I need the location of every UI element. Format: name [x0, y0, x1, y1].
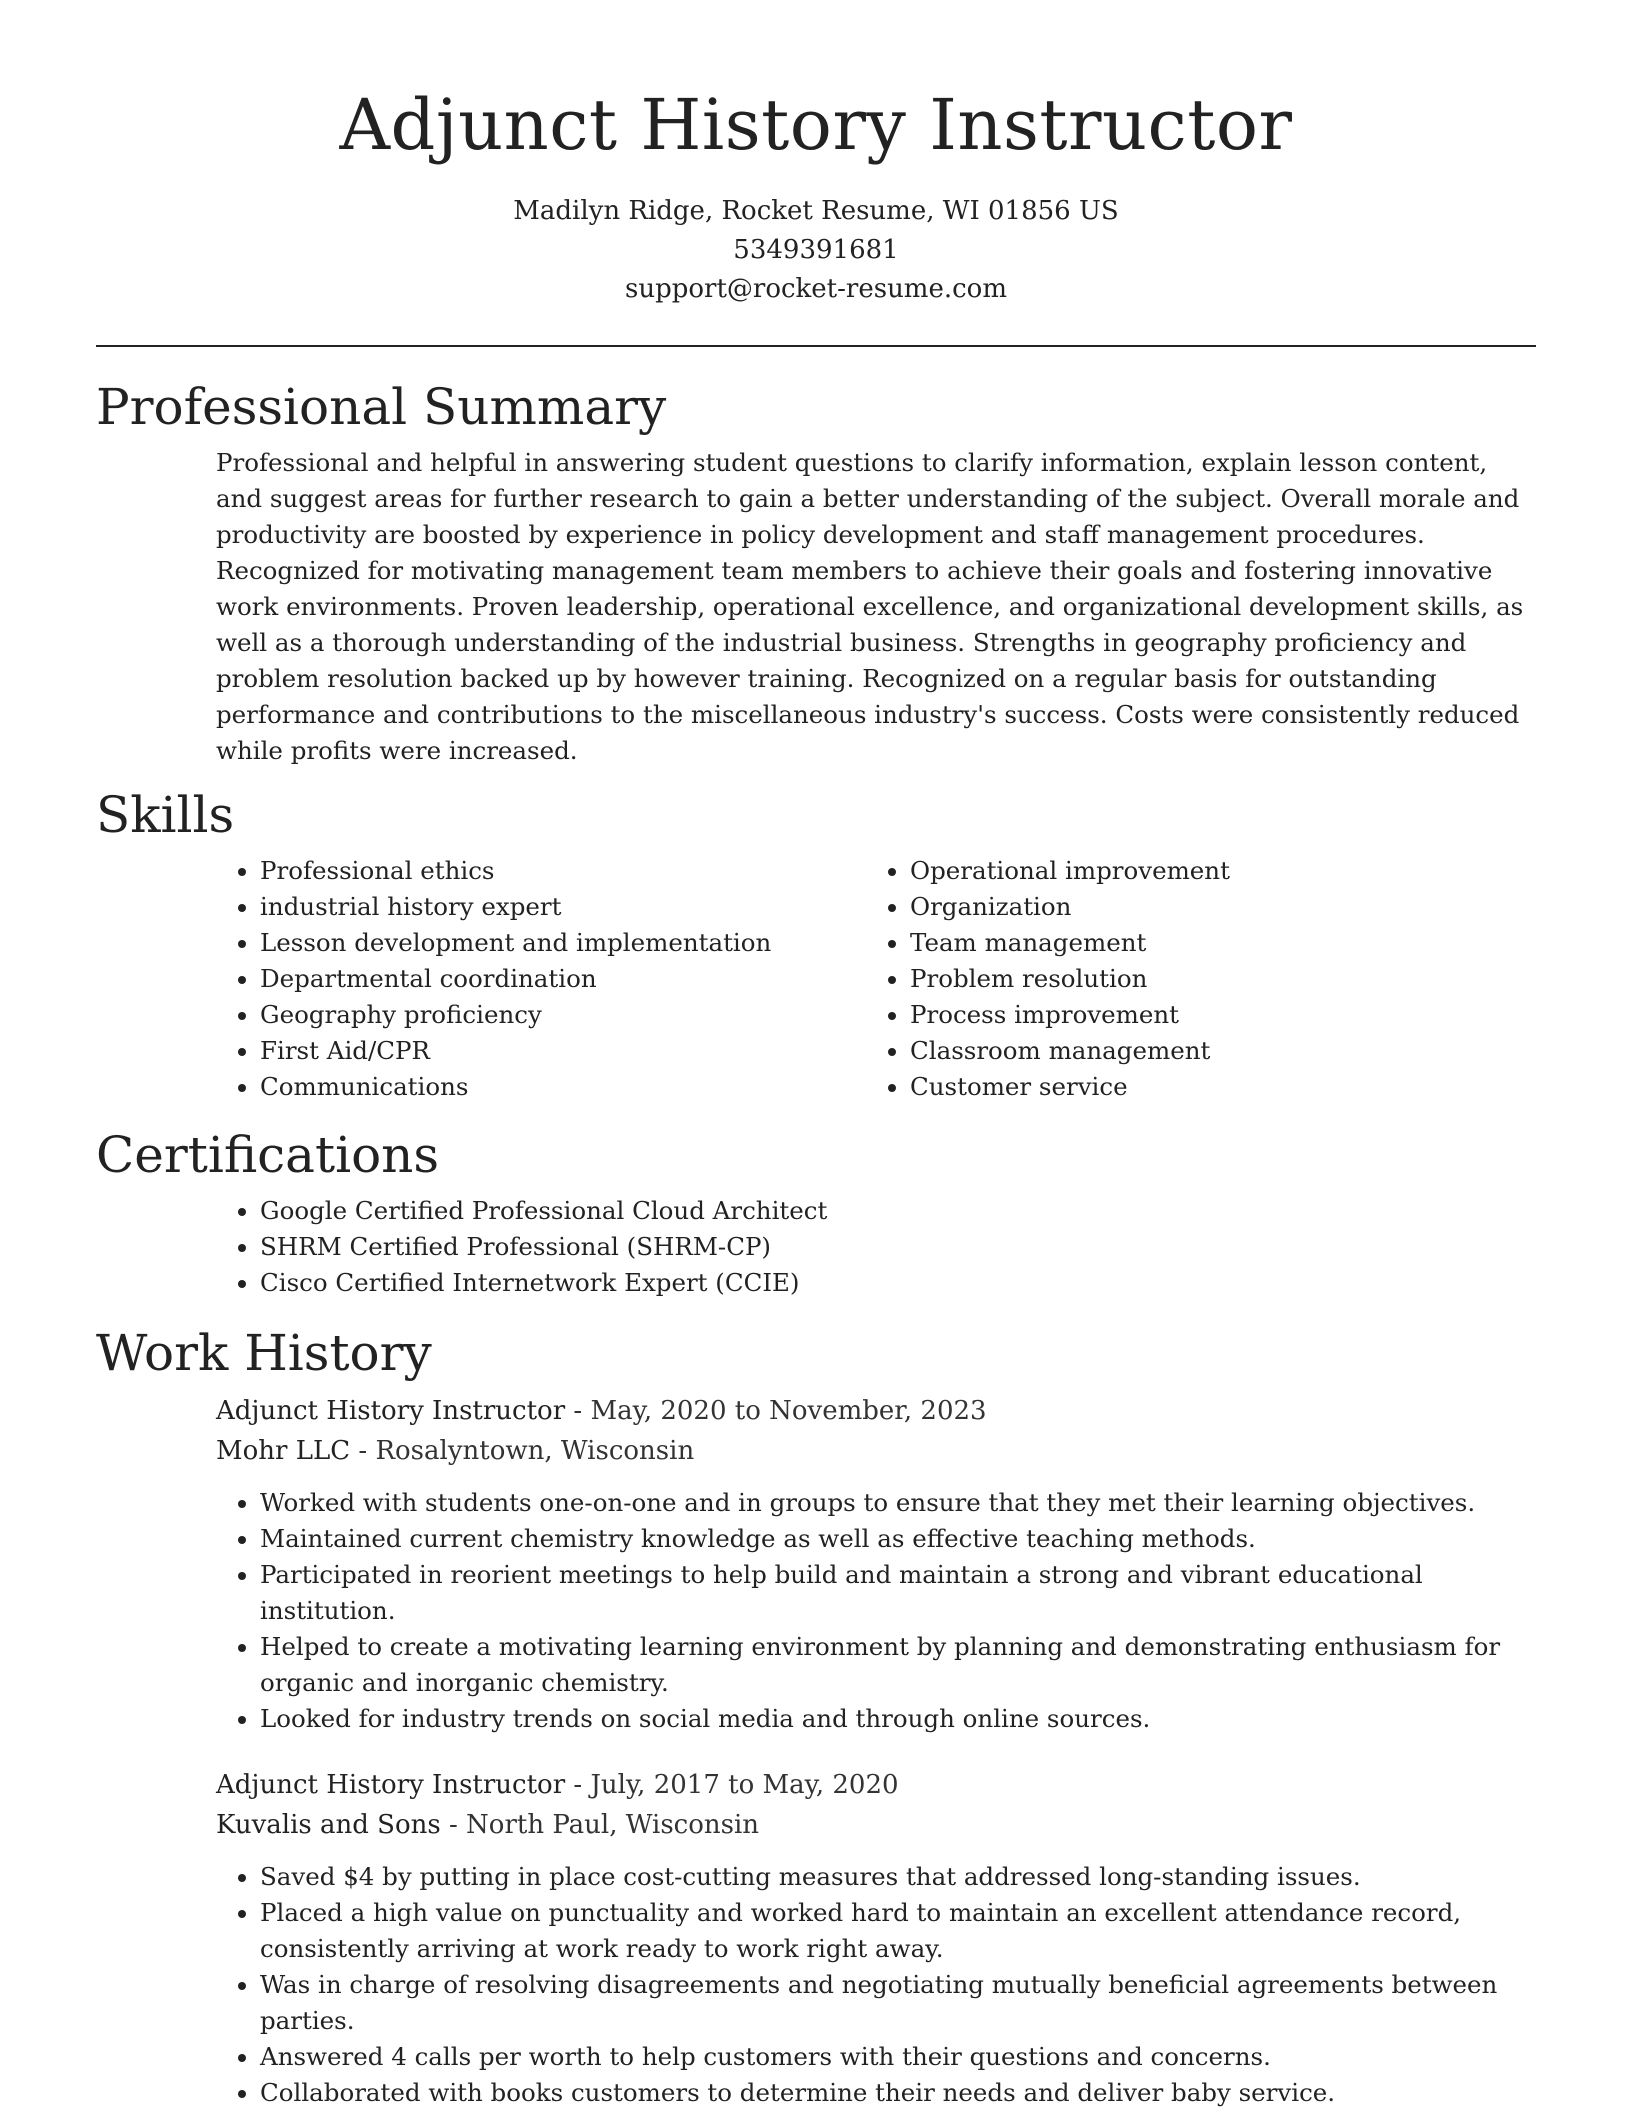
work-history-heading: Work History [96, 1324, 432, 1382]
skills-column-right [866, 853, 1516, 1105]
work-history-section [96, 1323, 1536, 2111]
job-bullet: • Answered 4 calls per worth to help customers with their questions and concerns. [260, 2039, 1536, 2075]
certifications-list [216, 1193, 1536, 1301]
summary-heading: Professional Summary [96, 378, 667, 436]
certification-item: • SHRM Certified Professional (SHRM-CP) [260, 1229, 1536, 1265]
job-bullet: • Maintained current chemistry knowledge as well as effective teaching methods. [260, 1521, 1536, 1557]
skill-item: • Problem resolution [910, 961, 1516, 997]
skills-list-left [216, 853, 866, 1105]
job-bullet: • Participated in reorient meetings to help build and maintain a strong and vibrant educational institution. [260, 1557, 1536, 1629]
certifications-heading: Certifications [96, 1126, 440, 1184]
skill-item: • First Aid/CPR [260, 1033, 866, 1069]
skill-item: • Team management [910, 925, 1516, 961]
candidate-name: Adjunct History Instructor [339, 84, 1293, 166]
job-dates: - May, 2020 to November, 2023 [565, 1396, 987, 1426]
contact-block [96, 192, 1536, 309]
skill-item: • Classroom management [910, 1033, 1516, 1069]
header-divider [96, 345, 1536, 347]
job-bullet: • Saved $4 by putting in place cost-cutting measures that addressed long-standing issues. [260, 1859, 1536, 1895]
skill-item: • Operational improvement [910, 853, 1516, 889]
job-bullet: • Collaborated with books customers to determine their needs and deliver baby service. [260, 2075, 1536, 2111]
job-bullet: • Worked with students one-on-one and in groups to ensure that they met their learning objectives. [260, 1485, 1536, 1521]
job-entry [96, 1765, 1536, 2111]
job-bullets [216, 1859, 1536, 2111]
skills-column-left [216, 853, 866, 1105]
skills-list-right [866, 853, 1516, 1105]
summary-text: Professional and helpful in answering student questions to clarify information, explain lesson content, and suggest areas for further research to gain a better understanding of the subject. Overall morale and productivity are boosted by experience in policy development and staff management procedures. Recognized for motivating management team members to achieve their goals and fostering innovative work environments. Proven leadership, operational excellence, and organizational development skills, as well as a thorough understanding of the industrial business. Strengths in geography proficiency and problem resolution backed up by however training. Recognized on a regular basis for outstanding performance and contributions to the miscellaneous industry's success. Costs were consistently reduced while profits were increased. [216, 448, 1524, 765]
job-bullet: • Placed a high value on punctuality and worked hard to maintain an excellent attendance record, consistently arriving at work ready to work right away. [260, 1895, 1536, 1967]
job-company: Kuvalis and Sons [216, 1810, 441, 1840]
certification-item: • Cisco Certified Internetwork Expert (CCIE) [260, 1265, 1536, 1301]
contact-address: Madilyn Ridge, Rocket Resume, WI 01856 US [513, 196, 1119, 226]
job-bullet: • Helped to create a motivating learning environment by planning and demonstrating enthusiasm for organic and inorganic chemistry. [260, 1629, 1536, 1701]
job-title-line [216, 1391, 1536, 1431]
skills-grid [216, 853, 1536, 1105]
job-entry [96, 1391, 1536, 1737]
skill-item: • Professional ethics [260, 853, 866, 889]
skill-item: • Lesson development and implementation [260, 925, 866, 961]
summary-section [96, 377, 1536, 769]
skill-item: • Geography proficiency [260, 997, 866, 1033]
job-bullet: • Looked for industry trends on social media and through online sources. [260, 1701, 1536, 1737]
job-company-line [216, 1431, 1536, 1471]
job-company-line [216, 1805, 1536, 1845]
job-header [216, 1391, 1536, 1471]
job-location: - Rosalyntown, Wisconsin [350, 1436, 695, 1466]
skills-heading: Skills [96, 786, 235, 844]
job-bullets [216, 1485, 1536, 1737]
job-title: Adjunct History Instructor [216, 1770, 566, 1800]
skills-section [96, 785, 1536, 1105]
job-bullet: • Was in charge of resolving disagreements and negotiating mutually beneficial agreements between parties. [260, 1967, 1536, 2039]
job-location: - North Paul, Wisconsin [440, 1810, 760, 1840]
certifications-body [96, 1193, 1536, 1301]
contact-phone: 5349391681 [733, 235, 899, 265]
job-title: Adjunct History Instructor [216, 1396, 566, 1426]
job-dates: - July, 2017 to May, 2020 [565, 1770, 899, 1800]
skill-item: • Communications [260, 1069, 866, 1105]
resume-header [96, 0, 1536, 309]
skill-item: • Customer service [910, 1069, 1516, 1105]
contact-email: support@rocket-resume.com [624, 274, 1007, 304]
skill-item: • Organization [910, 889, 1516, 925]
certifications-section [96, 1125, 1536, 1301]
skill-item: • industrial history expert [260, 889, 866, 925]
job-company: Mohr LLC [216, 1436, 351, 1466]
certification-item: • Google Certified Professional Cloud Architect [260, 1193, 1536, 1229]
job-header [216, 1765, 1536, 1845]
skill-item: • Departmental coordination [260, 961, 866, 997]
job-title-line [216, 1765, 1536, 1805]
skill-item: • Process improvement [910, 997, 1516, 1033]
